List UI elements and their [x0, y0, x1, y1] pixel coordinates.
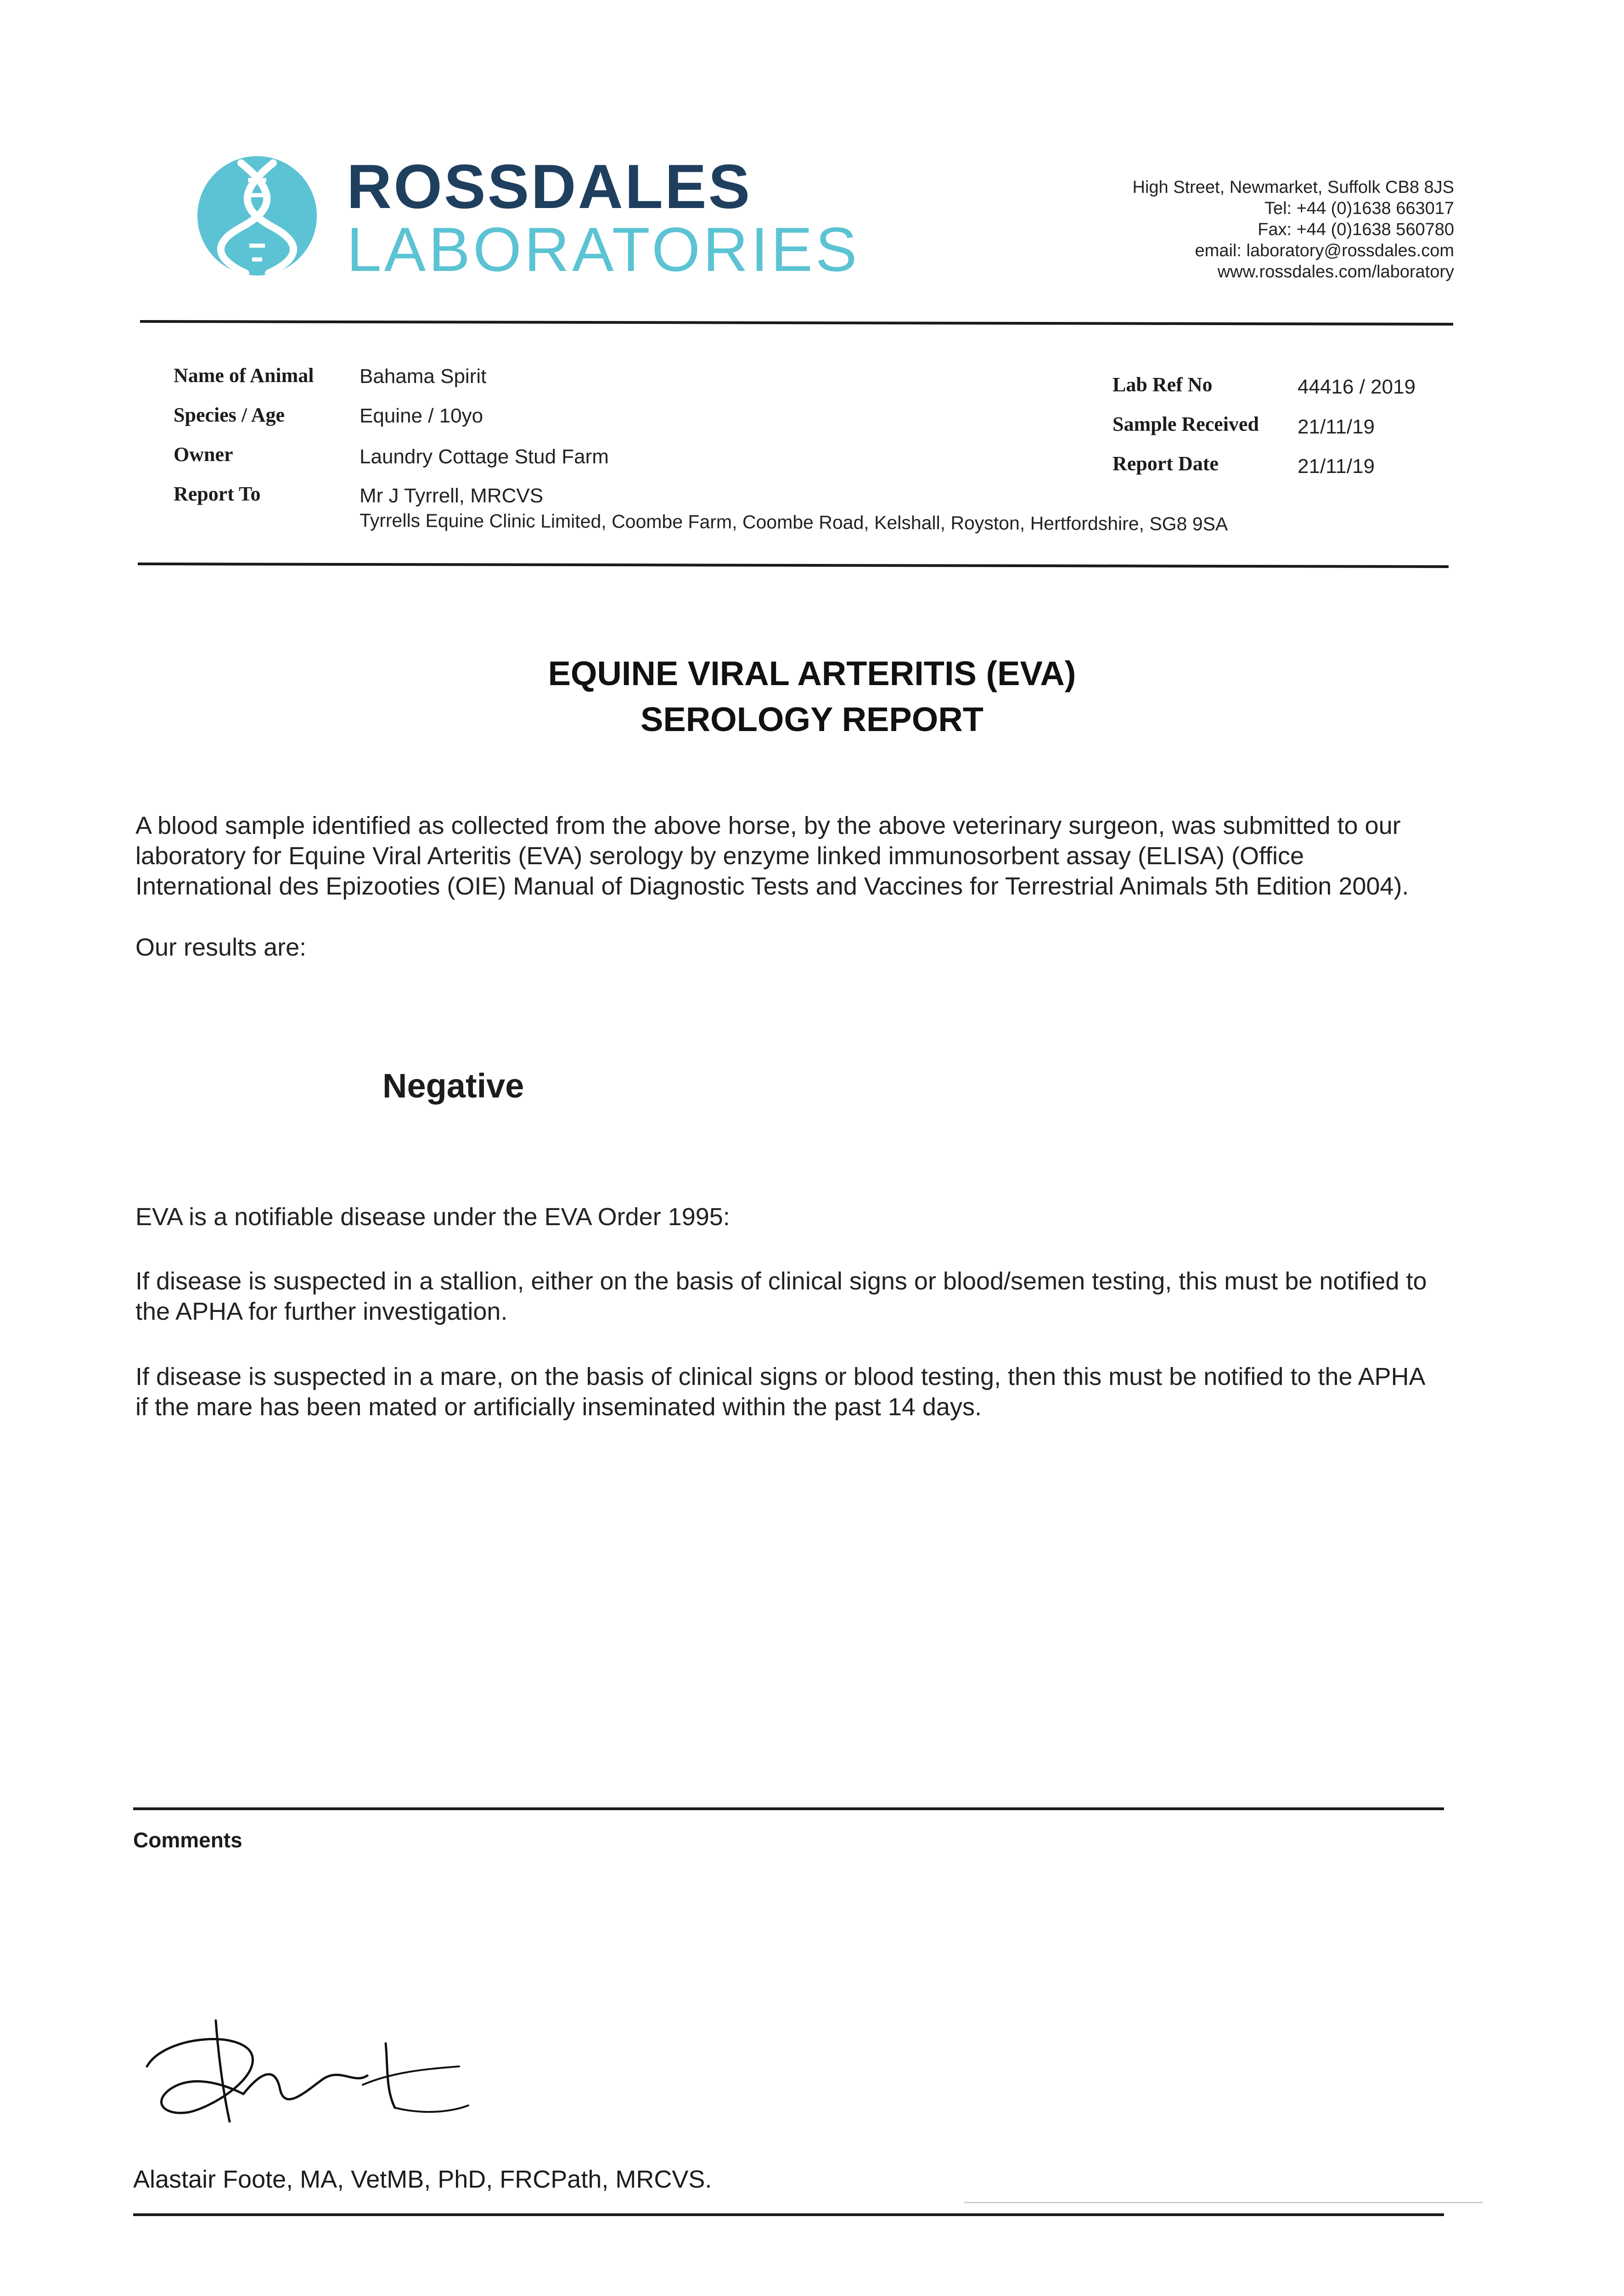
species-age-value: Equine / 10yo [360, 405, 483, 427]
intro-line: A blood sample identified as collected from the above horse, by the above veterinary surgeon, was submitted to our [135, 812, 1401, 839]
report-title-line1: EQUINE VIRAL ARTERITIS (EVA) [548, 654, 1076, 692]
mare-paragraph [135, 1362, 1490, 1422]
signer-name: Alastair Foote, MA, VetMB, PhD, FRCPath, MRCVS. [133, 2166, 712, 2193]
signature-image [138, 2016, 478, 2154]
owner-value: Laundry Cottage Stud Farm [360, 445, 609, 468]
sample-received-value: 21/11/19 [1298, 416, 1375, 438]
lab-ref-value: 44416 / 2019 [1298, 376, 1416, 398]
stallion-line: If disease is suspected in a stallion, either on the basis of clinical signs or blood/semen testing, this must be notified to [135, 1267, 1427, 1295]
name-of-animal-value: Bahama Spirit [360, 365, 487, 388]
report-date-label: Report Date [1113, 452, 1219, 475]
footer-divider [133, 2213, 1444, 2216]
brand-name-line2: LABORATORIES [347, 214, 860, 284]
brand-name-line1: ROSSDALES [347, 152, 752, 221]
report-to-name: Mr J Tyrrell, MRCVS [360, 484, 544, 507]
report-date-value: 21/11/19 [1298, 455, 1375, 478]
comments-divider [133, 1807, 1444, 1810]
intro-line: laboratory for Equine Viral Arteritis (EVA) serology by enzyme linked immunosorbent assay (ELISA) (Office [135, 842, 1304, 870]
species-age-label: Species / Age [174, 404, 285, 426]
mare-line: if the mare has been mated or artificially inseminated within the past 14 days. [135, 1393, 982, 1421]
address-line: www.rossdales.com/laboratory [1217, 262, 1454, 281]
lab-ref-label: Lab Ref No [1113, 373, 1213, 396]
owner-label: Owner [174, 443, 233, 466]
footer-faint-line [964, 2202, 1483, 2203]
details-divider [138, 563, 1449, 568]
dna-helix-icon [195, 152, 319, 280]
mare-line: If disease is suspected in a mare, on the basis of clinical signs or blood testing, then this must be notified to the APHA [135, 1363, 1426, 1390]
intro-paragraph [135, 810, 1490, 901]
sample-received-label: Sample Received [1113, 413, 1259, 435]
report-title-line2: SEROLOGY REPORT [641, 700, 983, 738]
stallion-line: the APHA for further investigation. [135, 1298, 508, 1325]
header-divider [140, 320, 1453, 326]
address-line: High Street, Newmarket, Suffolk CB8 8JS [1132, 178, 1454, 197]
stallion-paragraph [135, 1266, 1490, 1327]
result-value: Negative [382, 1067, 524, 1105]
intro-line: International des Epizooties (OIE) Manual of Diagnostic Tests and Vaccines for Terrestrial Animals 5th Edition 2004). [135, 872, 1409, 900]
name-of-animal-label: Name of Animal [174, 364, 314, 387]
lab-address [1133, 177, 1454, 282]
address-line: Fax: +44 (0)1638 560780 [1258, 220, 1454, 239]
address-line: email: laboratory@rossdales.com [1195, 241, 1454, 260]
notifiable-notice: EVA is a notifiable disease under the EVA Order 1995: [135, 1203, 730, 1231]
report-to-label: Report To [174, 483, 261, 505]
results-intro: Our results are: [135, 934, 307, 961]
address-line: Tel: +44 (0)1638 663017 [1264, 199, 1454, 218]
report-to-address: Tyrrells Equine Clinic Limited, Coombe Farm, Coombe Road, Kelshall, Royston, Hertfordshire, SG8 9SA [359, 510, 1228, 535]
comments-label: Comments [133, 1828, 242, 1852]
